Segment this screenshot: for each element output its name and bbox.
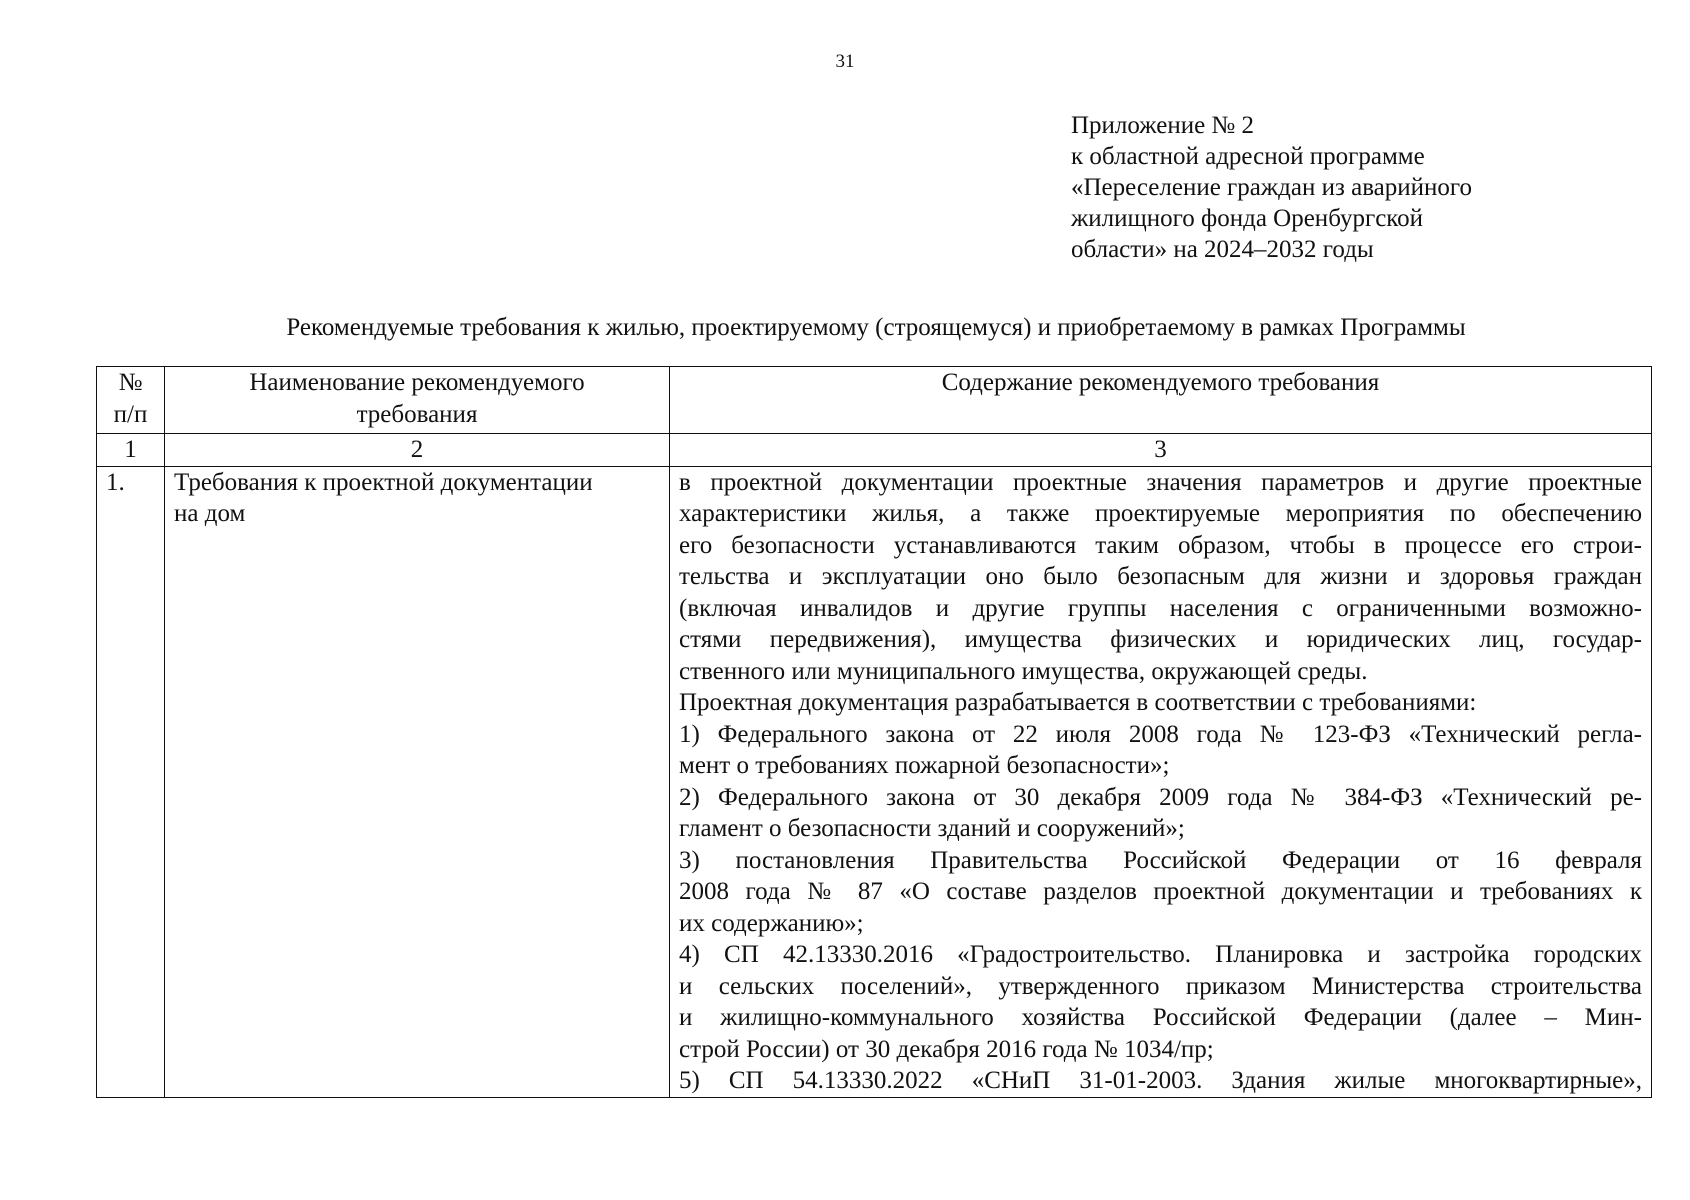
content-line: (включая инвалидов и другие группы населения с ограниченными возможно-: [679, 594, 1642, 622]
requirements-table: [96, 366, 1652, 1098]
header-number: [97, 367, 165, 434]
content-line: тельства и эксплуатации оно было безопасным для жизни и здоровья граждан: [679, 563, 1642, 590]
content-line: 4) СП 42.13330.2016 «Градостроительство. Планировка и застройка городских: [679, 941, 1642, 968]
content-line: 5) СП 54.13330.2022 «СНиП 31-01-2003. Здания жилые многоквартирные»,: [679, 1067, 1642, 1094]
content-line: характеристики жилья, а также проектируемые мероприятия по обеспечению: [679, 500, 1642, 527]
content-line: их содержанию»;: [679, 909, 864, 937]
content-line: 2008 года № 87 «О составе разделов проектной документации и требованиях к: [679, 878, 1642, 905]
column-index: 3: [670, 434, 1652, 467]
page-number: 31: [835, 51, 855, 72]
requirement-content: [670, 466, 1652, 1097]
row-number: 1.: [97, 466, 165, 1097]
content-line: гламент о безопасности зданий и сооружений»;: [679, 815, 1185, 842]
content-line: и жилищно-коммунального хозяйства Российской Федерации (далее – Мин-: [679, 1004, 1642, 1031]
header-number-line: №: [118, 369, 143, 396]
content-line: Проектная документация разрабатывается в соответствии с требованиями:: [679, 689, 1477, 716]
appendix-line: области» на 2024–2032 годы: [1071, 236, 1374, 263]
requirement-name-line: на дом: [174, 500, 246, 527]
content-line: в проектной документации проектные значения параметров и другие проектные: [679, 468, 1642, 496]
header-name-line: Наименование рекомендуемого: [249, 369, 585, 396]
document-title: Рекомендуемые требования к жилью, проектируемому (строящемуся) и приобретаемому в рамках Программы: [286, 314, 1466, 341]
header-name-line: требования: [356, 400, 478, 428]
header-number-line: п/п: [113, 400, 148, 428]
header-content: Содержание рекомендуемого требования: [670, 367, 1652, 434]
content-line: ственного или муниципального имущества, окружающей среды.: [679, 657, 1368, 685]
content-line: стями передвижения), имущества физических и юридических лиц, государ-: [679, 626, 1642, 653]
appendix-line: жилищного фонда Оренбургской: [1071, 205, 1424, 232]
content-line: 3) постановления Правительства Российской Федерации от 16 февраля: [679, 846, 1642, 874]
requirement-name: [165, 466, 670, 1097]
header-name: [165, 367, 670, 434]
requirement-name-line: Требования к проектной документации: [174, 468, 593, 496]
appendix-line: «Переселение граждан из аварийного: [1071, 174, 1473, 201]
table-header-row: [97, 367, 1652, 434]
content-line: строй России) от 30 декабря 2016 года № 1034/пр;: [679, 1035, 1214, 1063]
appendix-line: Приложение № 2: [1071, 112, 1255, 139]
column-index: 2: [165, 434, 670, 467]
content-line: 2) Федерального закона от 30 декабря 2009 года № 384-ФЗ «Технический ре-: [679, 783, 1642, 811]
content-line: его безопасности устанавливаются таким образом, чтобы в процессе его строи-: [679, 531, 1642, 559]
content-line: и сельских поселений», утвержденного приказом Министерства строительства: [679, 972, 1642, 1000]
column-index: 1: [97, 434, 165, 467]
content-line: мент о требованиях пожарной безопасности»;: [679, 752, 1170, 779]
table-row: [97, 466, 1652, 1097]
content-line: 1) Федерального закона от 22 июля 2008 года № 123-ФЗ «Технический регла-: [679, 720, 1642, 748]
appendix-header: [1071, 110, 1631, 265]
column-index-row: [97, 434, 1652, 467]
appendix-line: к областной адресной программе: [1071, 143, 1425, 170]
